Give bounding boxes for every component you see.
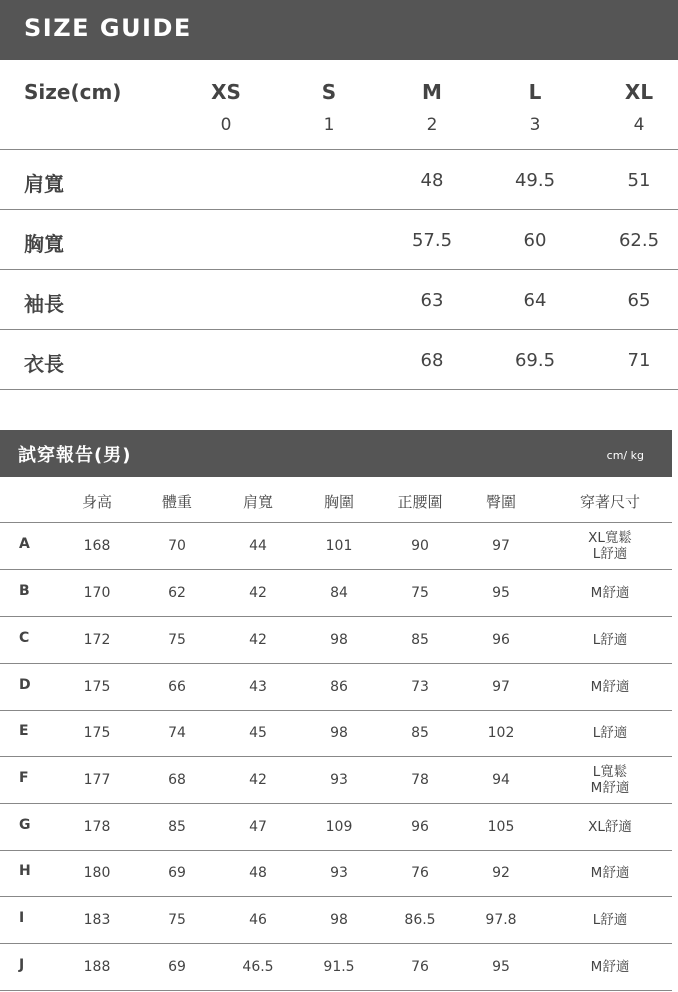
table-cell: 91.5 — [323, 959, 355, 975]
fit-size-text: M舒適 — [590, 865, 630, 881]
fit-size-cell — [555, 530, 665, 562]
table-cell: 69 — [168, 865, 186, 881]
table-cell: 95 — [492, 959, 510, 975]
fit-size-text: L舒適 — [592, 725, 628, 741]
fit-size-cell — [555, 912, 665, 928]
table-cell: 84 — [330, 585, 348, 601]
table-cell: 98 — [330, 632, 348, 648]
unit-label: cm/ kg — [606, 449, 644, 462]
row-label-shoulder: 肩寬 — [24, 172, 64, 196]
table-cell: 102 — [487, 725, 515, 741]
row-id-label: C — [19, 630, 30, 646]
table-cell: 85 — [411, 632, 429, 648]
col-header-shoulder: 肩寬 — [242, 493, 273, 511]
size-code-xs: 0 — [220, 115, 232, 135]
table-cell: 46.5 — [242, 959, 274, 975]
fit-size-cell — [555, 679, 665, 695]
table-cell: 98 — [330, 725, 348, 741]
fit-size-text: L舒適 — [592, 546, 628, 562]
table-cell: 43 — [249, 679, 267, 695]
table-cell: 75 — [168, 632, 186, 648]
fit-size-cell — [555, 585, 665, 601]
table-cell: 71 — [627, 350, 651, 371]
divider — [0, 943, 672, 944]
row-label-sleeve: 袖長 — [24, 292, 64, 316]
table-cell: 98 — [330, 912, 348, 928]
size-header-m: M — [422, 80, 442, 104]
table-cell: 85 — [411, 725, 429, 741]
size-code-m: 2 — [426, 115, 438, 135]
table-cell: 47 — [249, 819, 267, 835]
table-cell: 96 — [492, 632, 510, 648]
fit-size-cell — [555, 632, 665, 648]
table-cell: 78 — [411, 772, 429, 788]
table-cell: 93 — [330, 772, 348, 788]
table-cell: 65 — [627, 290, 651, 311]
table-cell: 175 — [83, 725, 111, 741]
table-cell: 94 — [492, 772, 510, 788]
table-cell: 188 — [83, 959, 111, 975]
row-id-label: F — [19, 770, 29, 786]
divider — [0, 269, 678, 270]
fit-size-text: M舒適 — [590, 959, 630, 975]
table-cell: 90 — [411, 538, 429, 554]
table-cell: 178 — [83, 819, 111, 835]
row-id-label: D — [19, 677, 31, 693]
row-id-label: A — [19, 536, 30, 552]
table-cell: 170 — [83, 585, 111, 601]
divider — [0, 850, 672, 851]
table-cell: 76 — [411, 865, 429, 881]
divider — [0, 710, 672, 711]
col-header-weight: 體重 — [161, 493, 192, 511]
divider — [0, 616, 672, 617]
divider — [0, 663, 672, 664]
table-cell: 76 — [411, 959, 429, 975]
table-cell: 46 — [249, 912, 267, 928]
table-cell: 42 — [249, 632, 267, 648]
table-cell: 62.5 — [618, 230, 660, 251]
size-header-xs: XS — [211, 80, 241, 104]
size-header-s: S — [321, 80, 337, 104]
divider — [0, 209, 678, 210]
table-cell: 68 — [168, 772, 186, 788]
row-id-label: E — [19, 723, 29, 739]
divider — [0, 522, 672, 523]
table-cell: 68 — [420, 350, 444, 371]
row-id-label: B — [19, 583, 30, 599]
table-cell: 177 — [83, 772, 111, 788]
table-cell: 109 — [325, 819, 353, 835]
table-cell: 95 — [492, 585, 510, 601]
row-id-label: J — [19, 957, 25, 973]
fit-size-text: M舒適 — [590, 679, 630, 695]
fit-size-text: L舒適 — [592, 912, 628, 928]
divider — [0, 569, 672, 570]
row-id-label: H — [19, 863, 31, 879]
table-cell: 64 — [523, 290, 547, 311]
table-cell: 180 — [83, 865, 111, 881]
divider — [0, 149, 678, 150]
table-cell: 45 — [249, 725, 267, 741]
fit-size-text: XL寬鬆 — [588, 530, 632, 546]
table-cell: 66 — [168, 679, 186, 695]
fit-size-cell — [555, 764, 665, 796]
table-cell: 96 — [411, 819, 429, 835]
table-cell: 183 — [83, 912, 111, 928]
row-id-label: I — [19, 910, 25, 926]
table-cell: 69 — [168, 959, 186, 975]
fit-size-text: L舒適 — [592, 632, 628, 648]
table-cell: 48 — [420, 170, 444, 191]
table-cell: 44 — [249, 538, 267, 554]
divider — [0, 389, 678, 390]
table-cell: 92 — [492, 865, 510, 881]
table-cell: 60 — [523, 230, 547, 251]
col-header-height: 身高 — [81, 493, 112, 511]
fit-size-text: M舒適 — [590, 585, 630, 601]
col-header-hip: 臀圍 — [485, 493, 516, 511]
col-header-waist: 正腰圍 — [397, 493, 443, 511]
row-label-length: 衣長 — [24, 352, 64, 376]
table-cell: 168 — [83, 538, 111, 554]
table-cell: 86 — [330, 679, 348, 695]
table-cell: 42 — [249, 585, 267, 601]
table-cell: 73 — [411, 679, 429, 695]
size-code-xl: 4 — [633, 115, 645, 135]
table-cell: 42 — [249, 772, 267, 788]
table-cell: 93 — [330, 865, 348, 881]
divider — [0, 803, 672, 804]
col-header-chest: 胸圍 — [323, 493, 354, 511]
fit-size-cell — [555, 819, 665, 835]
fit-size-cell — [555, 725, 665, 741]
table-cell: 70 — [168, 538, 186, 554]
size-code-s: 1 — [323, 115, 335, 135]
table-cell: 49.5 — [514, 170, 556, 191]
table-cell: 175 — [83, 679, 111, 695]
divider — [0, 990, 672, 991]
try-on-header — [0, 430, 672, 477]
table-cell: 51 — [627, 170, 651, 191]
table-cell: 62 — [168, 585, 186, 601]
table-cell: 75 — [168, 912, 186, 928]
table-cell: 86.5 — [404, 912, 436, 928]
divider — [0, 896, 672, 897]
fit-size-text: XL舒適 — [588, 819, 632, 835]
table-cell: 74 — [168, 725, 186, 741]
divider — [0, 329, 678, 330]
divider — [0, 756, 672, 757]
row-id-label: G — [19, 817, 31, 833]
size-guide-title: SIZE GUIDE — [24, 14, 192, 42]
size-guide-header — [0, 0, 678, 60]
table-cell: 57.5 — [411, 230, 453, 251]
size-column-label: Size(cm) — [24, 80, 122, 104]
size-header-xl: XL — [624, 80, 654, 104]
table-cell: 101 — [325, 538, 353, 554]
table-cell: 69.5 — [514, 350, 556, 371]
table-cell: 97.8 — [485, 912, 517, 928]
fit-size-text: M舒適 — [590, 780, 630, 796]
size-header-l: L — [528, 80, 542, 104]
table-cell: 105 — [487, 819, 515, 835]
row-label-chest: 胸寬 — [24, 232, 64, 256]
table-cell: 97 — [492, 679, 510, 695]
fit-size-text: L寬鬆 — [592, 764, 628, 780]
table-cell: 85 — [168, 819, 186, 835]
table-cell: 48 — [249, 865, 267, 881]
col-header-fit-size: 穿著尺寸 — [579, 493, 640, 511]
table-cell: 172 — [83, 632, 111, 648]
fit-size-cell — [555, 959, 665, 975]
table-cell: 63 — [420, 290, 444, 311]
table-cell: 75 — [411, 585, 429, 601]
try-on-title: 試穿報告(男) — [18, 445, 132, 466]
size-code-l: 3 — [529, 115, 541, 135]
fit-size-cell — [555, 865, 665, 881]
table-cell: 97 — [492, 538, 510, 554]
